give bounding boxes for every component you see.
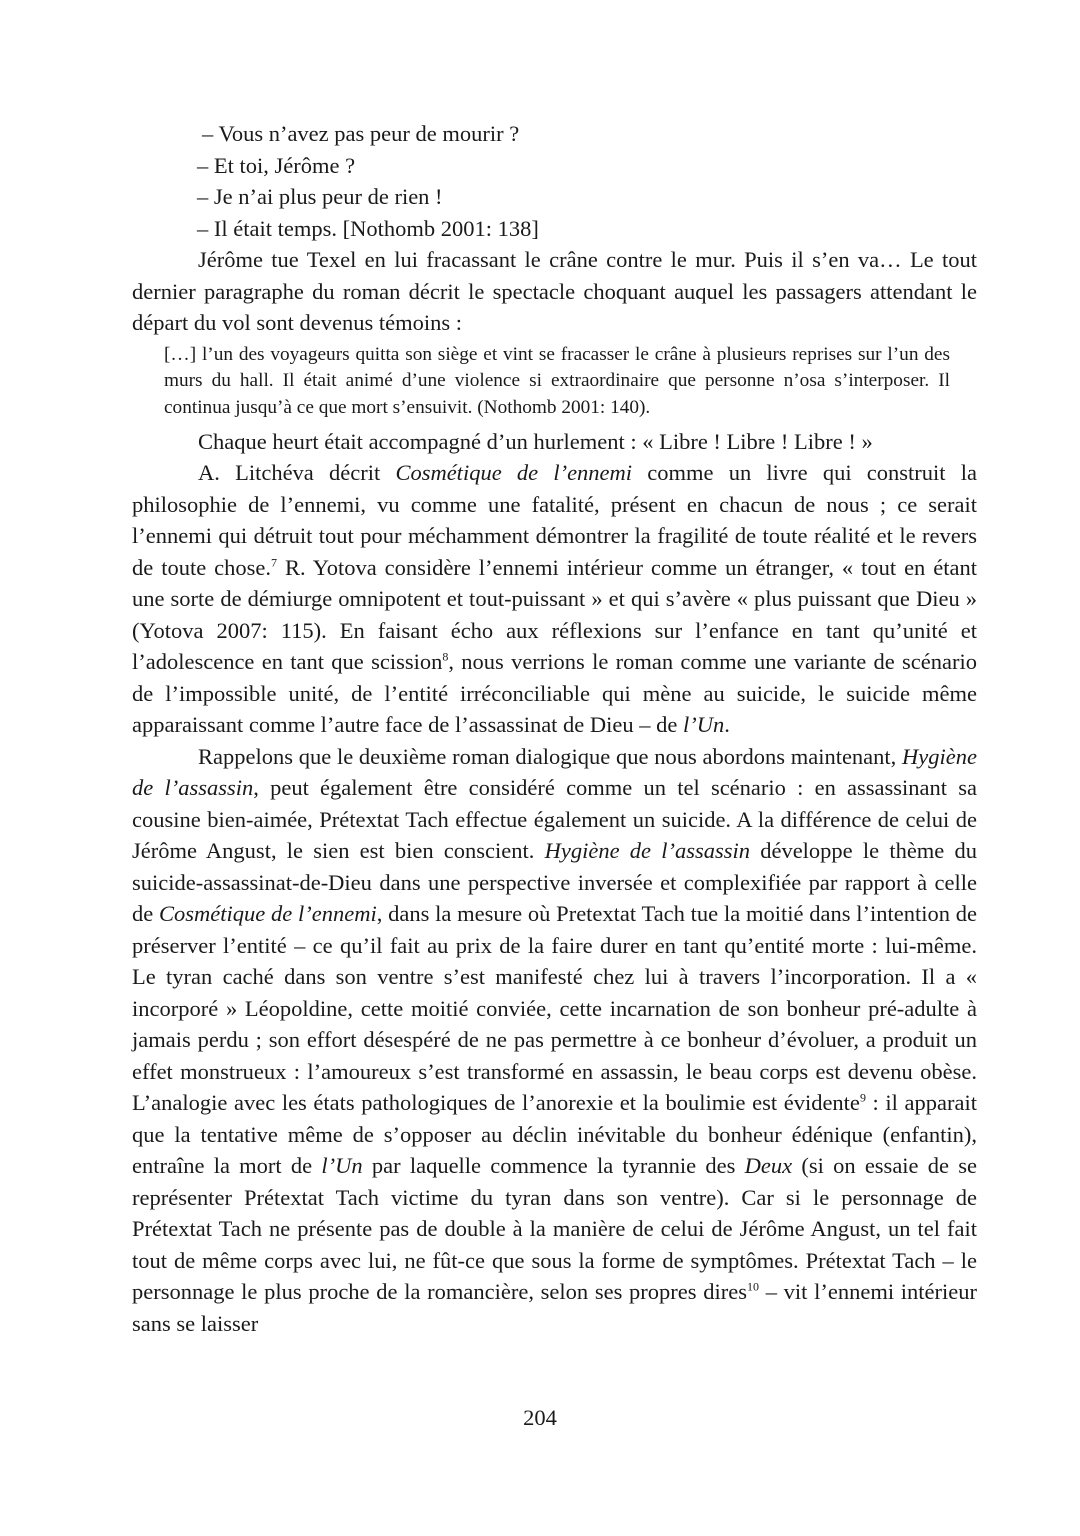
paragraph-4 [132,741,977,1340]
paragraph-2: Chaque heurt était accompagné d’un hurlement : « Libre ! Libre ! Libre ! » [198,428,873,454]
block-quote: […] l’un des voyageurs quitta son siège et vint se fracasser le crâne à plusieurs reprises sur l’un des murs du hall. Il était animé d’une violence si extraordinaire que personne n’osa s’interposer. Il continua jusqu’à ce que mort s’ensuivit. (Nothomb 2001: 140). [164,343,950,419]
dialogue-line: – Et toi, Jérôme ? [197,152,356,178]
paragraph-3 [132,457,977,741]
text-run: A. Litchéva décrit [198,460,396,486]
text-run: , nous verrions le roman comme une variante de scénario de l’impossible unité, de l’entité irréconciliable qui mène au suicide, le suicide même apparaissant comme l’autre face de l’assassinat de Dieu – de [132,649,977,738]
text-run: . [724,712,730,738]
dialogue-line: – Vous n’avez pas peur de mourir ? [202,121,520,146]
dialogue-line: – Je n’ai plus peur de rien ! [197,184,443,209]
book-title: Cosmétique de l’ennemi [395,460,633,486]
text-run: : il apparait que la tentative même de s’opposer au déclin inévitable du bonheur édénique (enfantin), entraîne la mort de [132,1090,977,1179]
page-body [132,118,977,1339]
footnote-ref: 8 [442,649,449,664]
footnote-ref: 10 [746,1279,759,1294]
text-run: (si on essaie de se représenter Prétextat Tach victime du tyran dans son ventre). Car si le personnage de Prétextat Tach ne présente pas de double à la manière de celui de Jérôme Angust, un tel fait tout de même corps avec lui, ne fût-ce que sous la forme de symptômes. Prétextat Tach – le personnage le plus proche de la romancière, selon ses propres dires [132,1153,977,1305]
text-run: , peut également être considéré comme un tel scénario : en assassinant sa cousine bien-aimée, Prétextat Tach effectue également un suicide. A la différence de celui de Jérôme Angust, le sien est bien conscient. [132,775,977,864]
book-title: Hygiène de l’assassin [544,838,750,864]
emphasis: l’Un [321,1153,363,1179]
text-run: – vit l’ennemi intérieur sans se laisser [132,1279,977,1336]
footnote-ref: 7 [271,555,277,570]
emphasis: l’Un [683,712,725,738]
text-run: Rappelons que le deuxième roman dialogique que nous abordons maintenant, [198,743,903,769]
text-run: comme un livre qui construit la philosophie de l’ennemi, vu comme une fatalité, présent en chacun de nous ; ce serait l’ennemi qui détruit tout pour méchamment démontrer la fragilité de toute réalité et le revers de toute chose. [132,460,977,580]
text-run: développe le thème du suicide-assassinat-de-Dieu dans une perspective inversée et complexifiée par rapport à celle de [132,838,977,927]
page-number: 204 [523,1405,557,1430]
book-title: Hygiène de l’assassin [132,743,977,801]
text-run: , dans la mesure où Pretextat Tach tue la moitié dans l’intention de préserver l’entité – ce qu’il fait au prix de la faire durer en tant qu’entité morte : lui-même. Le tyran caché dans son ventre s’est manifesté chez lui à travers l’incorporation. Il a « incorporé » Léopoldine, cette moitié conviée, cette incarnation de son bonheur pré-adulte à jamais perdu ; son effort désespéré de ne pas permettre à ce bonheur d’évoluer, a produit un effet monstrueux : l’amoureux s’est transformé en assassin, le beau corps est devenu obèse. L’analogie avec les états pathologiques de l’anorexie et la boulimie est évidente [132,901,977,1116]
paragraph-1: Jérôme tue Texel en lui fracassant le crâne contre le mur. Puis il s’en va… Le tout dernier paragraphe du roman décrit le spectacle choquant auquel les passagers attendant le départ du vol sont devenus témoins : [132,247,977,335]
text-run: R. Yotova considère l’ennemi intérieur comme un étranger, « tout en étant une sorte de démiurge omnipotent et tout-puissant » et qui s’avère « plus puissant que Dieu » (Yotova 2007: 115). En faisant écho aux réflexions sur l’enfance en tant qu’unité et l’adolescence en tant que scission [132,554,977,675]
text-run: par laquelle commence la tyrannie des [362,1153,745,1179]
footnote-ref: 9 [859,1090,866,1105]
book-title: Cosmétique de l’ennemi [159,901,377,927]
emphasis: Deux [744,1153,793,1179]
dialogue-line: – Il était temps. [Nothomb 2001: 138] [197,215,539,241]
